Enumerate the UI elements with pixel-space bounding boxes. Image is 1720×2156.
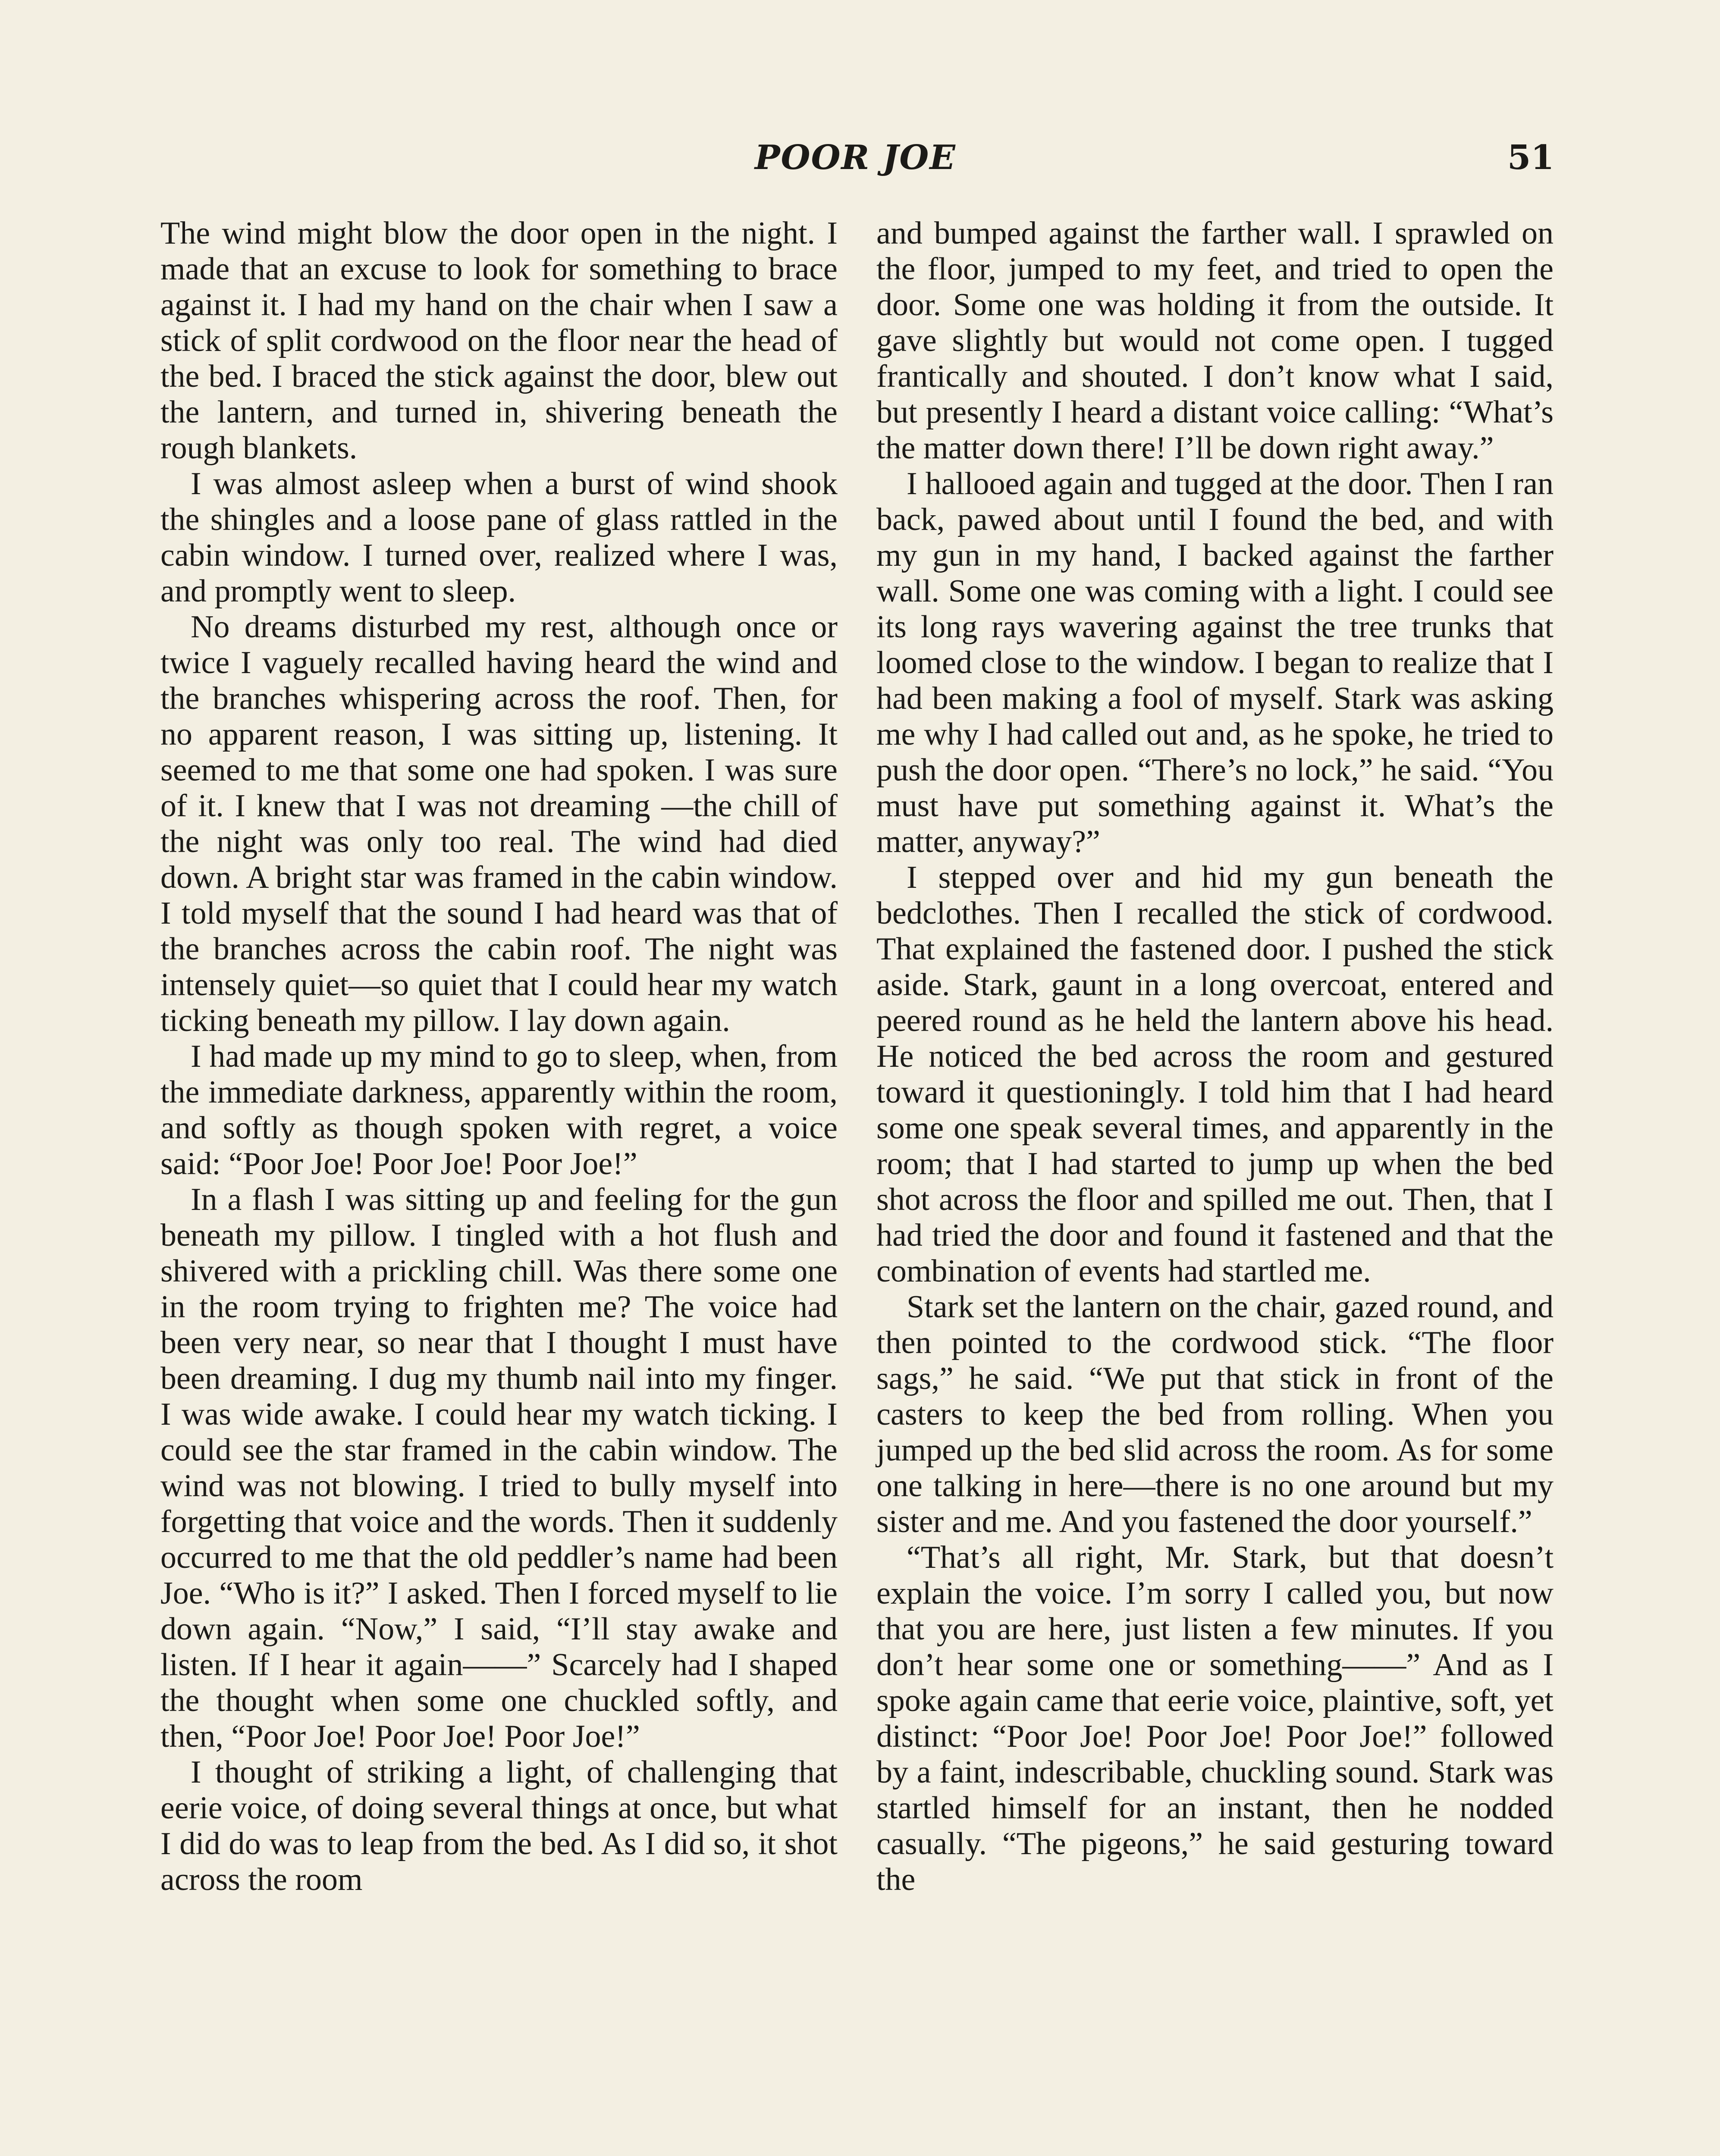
paragraph: In a flash I was sitting up and feeling for the gun beneath my pillow. I tingled with a hot flush and shivered with a prickling chill. Was there some one in the room trying to frighten me? The voice had been very near, so near that I thought I must have been dreaming. I dug my thumb nail into my finger. I was wide awake. I could hear my watch ticking. I could see the star framed in the cabin window. The wind was not blowing. I tried to bully myself into forgetting that voice and the words. Then it suddenly occurred to me that the old peddler’s name had been Joe. “Who is it?” I asked. Then I forced myself to lie down again. “Now,” I said, “I’ll stay awake and listen. If I hear it again——” Scarcely had I shaped the thought when some one chuckled softly, and then, “Poor Joe! Poor Joe! Poor Joe!” [160, 1182, 838, 1754]
paragraph: No dreams disturbed my rest, although once or twice I vaguely recalled having heard the wind and the branches whispering across the roof. Then, for no apparent reason, I was sitting up, listening. It seemed to me that some one had spoken. I was sure of it. I knew that I was not dreaming —the chill of the night was only too real. The wind had died down. A bright star was framed in the cabin window. I told myself that the sound I had heard was that of the branches across the cabin roof. The night was intensely quiet—so quiet that I could hear my watch ticking beneath my pillow. I lay down again. [160, 609, 838, 1038]
paragraph: I had made up my mind to go to sleep, when, from the immediate darkness, apparently within the room, and softly as though spoken with regret, a voice said: “Poor Joe! Poor Joe! Poor Joe!” [160, 1039, 838, 1181]
page-header [0, 129, 1720, 194]
paragraph: “That’s all right, Mr. Stark, but that doesn’t explain the voice. I’m sorry I called you, but now that you are here, just listen a few minutes. If you don’t hear some one or something——” And as I spoke again came that eerie voice, plaintive, soft, yet distinct: “Poor Joe! Poor Joe! Poor Joe!” followed by a faint, indescribable, chuckling sound. Stark was startled himself for an instant, then he nodded casually. “The pigeons,” he said gesturing toward the [876, 1540, 1554, 1897]
paragraph: and bumped against the farther wall. I sprawled on the floor, jumped to my feet, and tried to open the door. Some one was holding it from the outside. It gave slightly but would not come open. I tugged frantically and shouted. I don’t know what I said, but presently I heard a distant voice calling: “What’s the matter down there! I’ll be down right away.” [876, 216, 1554, 466]
paragraph: I stepped over and hid my gun beneath the bedclothes. Then I recalled the stick of cordwood. That explained the fastened door. I pushed the stick aside. Stark, gaunt in a long overcoat, entered and peered round as he held the lantern above his head. He noticed the bed across the room and gestured toward it questioningly. I told him that I had heard some one speak several times, and apparently in the room; that I had started to jump up when the bed shot across the floor and spilled me out. Then, that I had tried the door and found it fastened and that the combination of events had startled me. [876, 860, 1554, 1289]
paragraph: I thought of striking a light, of challenging that eerie voice, of doing several things at once, but what I did do was to leap from the bed. As I did so, it shot across the room [160, 1755, 838, 1897]
left-text-column [160, 216, 838, 1898]
paragraph: I was almost asleep when a burst of wind shook the shingles and a loose pane of glass rattled in the cabin window. I turned over, realized where I was, and promptly went to sleep. [160, 466, 838, 609]
page-number: 51 [1507, 138, 1554, 177]
running-title: POOR JOE [755, 138, 956, 177]
paragraph: The wind might blow the door open in the night. I made that an excuse to look for something to brace against it. I had my hand on the chair when I saw a stick of split cordwood on the floor near the head of the bed. I braced the stick against the door, blew out the lantern, and turned in, shivering beneath the rough blankets. [160, 216, 838, 466]
paragraph: I hallooed again and tugged at the door. Then I ran back, pawed about until I found the bed, and with my gun in my hand, I backed against the farther wall. Some one was coming with a light. I could see its long rays wavering against the tree trunks that loomed close to the window. I began to realize that I had been making a fool of myself. Stark was asking me why I had called out and, as he spoke, he tried to push the door open. “There’s no lock,” he said. “You must have put something against it. What’s the matter, anyway?” [876, 466, 1554, 859]
paragraph: Stark set the lantern on the chair, gazed round, and then pointed to the cordwood stick. “The floor sags,” he said. “We put that stick in front of the casters to keep the bed from rolling. When you jumped up the bed slid across the room. As for some one talking in here—there is no one around but my sister and me. And you fastened the door yourself.” [876, 1289, 1554, 1539]
right-text-column [876, 216, 1554, 1898]
